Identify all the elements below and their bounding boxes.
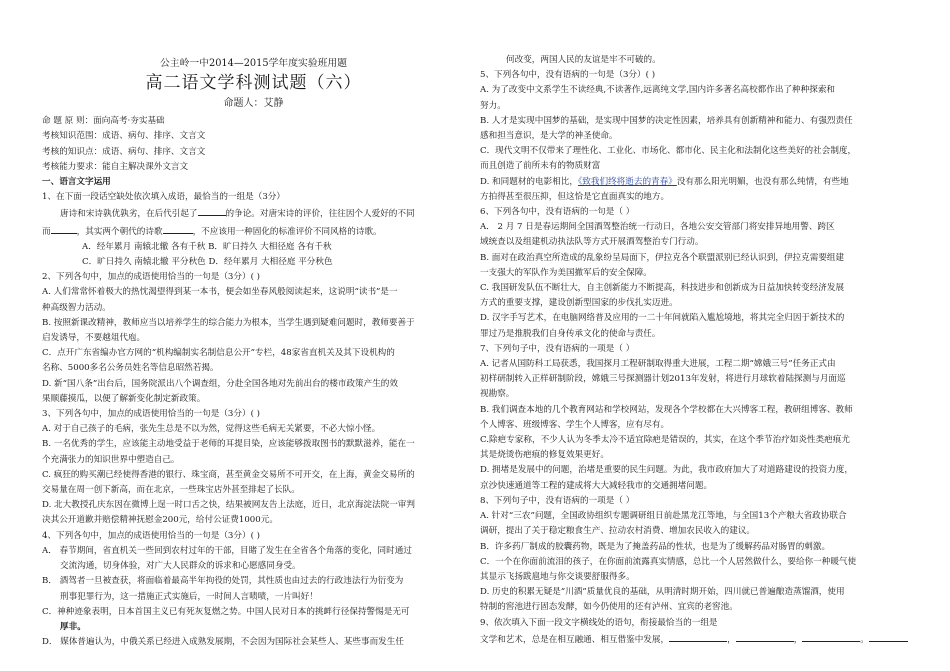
answer-blank[interactable]	[802, 631, 860, 642]
movie-title-link[interactable]: 《致我们终将逝去的青春》	[578, 176, 677, 187]
q7-option-a: A. 记者从国防科工局获悉，我国探月工程研制取得重大进展，工程二期“嫦娥三号”任务正式由	[480, 359, 836, 370]
q6-option-b: B. 面对在政治真空所造成的乱象纷呈局面下，伊拉克各个联盟派别已经认识到，伊拉克需要组建	[480, 252, 845, 263]
q5-option-b-cont: 感和担当意识，是大学的神圣使命。	[480, 131, 618, 142]
q1-text-line1: 唐诗和宋诗孰优孰劣，在后代引起了 的争论。对唐宋诗的评价，往往因个人爱好的不同	[42, 205, 465, 222]
q4-option-c-cont: 厚非。	[60, 621, 86, 632]
q4-option-a: A． 春节期间，省直机关一些回到农村过年的干部，目睹了发生在全省各个角落的变化，同时通过	[42, 545, 412, 556]
q7-option-b: B. 我们调查本地的几个教育网站和学校网站，发现各个学校都在大兴博客工程，教研组博客、教师	[480, 404, 853, 415]
q7-option-c-cont: 其是烧烫伤疤痕的修复效果更好。	[480, 450, 609, 461]
q8-option-a-cont: 调研，提出了关于稳定粮食生产、拉动农村消费、增加农民收入的建议。	[480, 526, 756, 537]
q4-option-c: C．神种迹象表明，日本首国主义已有死灰复燃之势。中国人民对日本的挑衅行径保持警惕是无可	[42, 606, 410, 617]
q7-option-c: C.除疤专家称，不少人认为冬季太冷不适宜除疤是错误的，其实，在这个季节治疗如炎性类疤痕尤	[480, 435, 850, 446]
q4-option-a-cont: 交流沟通，切身体验，对广大人民群众的诉求和心愿感同身受。	[60, 561, 301, 572]
q5-stem: 5、下列各句中，没有语病的一句是（3分）( )	[480, 70, 656, 81]
q6-option-d-cont: 罪过乃是推脱我们自身传承文化的使命与责任。	[480, 328, 661, 339]
meta-points: 考核的知识点：成语、病句、排序、文言文	[42, 146, 206, 157]
q6-option-b-cont: 一支强大的军队作为美国撤军后的安全保障。	[480, 267, 652, 278]
q7-option-d-cont: 京沙快速通道等工程的建成将大大减轻我市的交通拥堵问题。	[480, 480, 713, 491]
q8-stem: 8、下列句子中，没有语病的一项是（ ）	[480, 495, 635, 506]
q3-option-c: C. 疯狂的购买潮已经使得香港的银行、珠宝商，甚至黄金交易所不可开交，在上海，黄金交易所的	[42, 469, 415, 480]
q2-option-d: D. 新“国八条”出台后，国务院派出八个调查组，分赴全国各地对先前出台的楼市政策产生的效	[42, 378, 398, 389]
q4-option-d-cont: 何改变，两国人民的友谊是牢不可破的。	[506, 55, 661, 65]
q8-option-d: D. 历史的积累无疑是“川酒”质量优良的基础，从明清时期开始，四川就已普遍酿造蒸馏酒，使用	[480, 587, 845, 598]
q2-option-c-cont: 名称、5000多名公务员姓名等信息昭然若揭。	[42, 363, 219, 374]
q2-option-a: A. 人们常常怀着极大的热忱渴望得到某一本书，便会如坐春风般阅读起来，这说明“读书”是一	[42, 287, 398, 298]
q2-stem: 2、下列各句中，加点的成语使用恰当的一句是（3分）( )	[42, 272, 261, 283]
right-column	[480, 0, 908, 648]
q6-option-c: C. 我国研发队伍不断壮大，自主创新能力不断提高，科技进步和创新成为日益加快转变经济发展	[480, 283, 845, 294]
q7-option-b-cont: 个人博客、班级博客、学生个人博客，应有尽有。	[480, 419, 670, 430]
q2-option-b-cont: 启发诱导，不要越俎代庖。	[42, 333, 146, 344]
q4-option-d: D． 媒体普遍认为，中俄关系已经进入成熟发展期，不会因为国际社会某些人、某些事而发生任	[42, 637, 404, 648]
q9-stem: 9、依次填入下面一段文字横线处的语句，衔接最恰当的一组是	[480, 617, 718, 628]
q7-stem: 7、下列句子中，没有语病的一项是（ ）	[480, 343, 635, 354]
q5-option-a: A. 为了改变中文系学生不读经典,不读著作,远离纯文学,国内许多著名高校都作出了种种探索和	[480, 85, 836, 96]
q2-option-d-cont: 果顺藤摸瓜，以便了解新变化制定新政策。	[42, 393, 206, 404]
answer-blank[interactable]	[736, 631, 794, 642]
q9-text: 文学和艺术，总是在相互融通、相互借鉴中发展， ， ， 。	[480, 631, 908, 648]
q1-options-cd: C．旷日持久 南辕北辙 平分秋色 D．经年累月 大相径庭 平分秋色	[82, 257, 333, 268]
q7-option-a-cont2: 视勘察。	[480, 389, 515, 400]
q5-option-c-cont: 而且创造了前所未有的物质财富	[480, 161, 601, 172]
q7-option-a-cont: 初样研制转入正样研制阶段，嫦娥三号探测器计划2013年发射，将进行月球软着陆探测与月面巡	[480, 374, 846, 385]
author-line: 命题人：艾静	[223, 98, 284, 110]
q3-stem: 3、下列各句中，加点的成语使用恰当的一句是（3分）( )	[42, 409, 261, 420]
answer-blank[interactable]	[669, 631, 727, 642]
answer-blank[interactable]	[869, 631, 908, 642]
q5-option-b: B. 人才是实现中国梦的基础，是实现中国梦的决定性因素，培养具有创新精神和能力、有强烈责任	[480, 115, 853, 126]
q4-stem: 4、下列各句中，加点的成语使用恰当的一句是（3分）( )	[42, 530, 261, 541]
q6-stem: 6、下列各句中，没有语病的一句是（ ）	[480, 207, 635, 218]
q2-option-a-cont: 种高级智力活动。	[42, 302, 111, 313]
q4-option-b: B． 酒驾者一旦被查获，将面临着最高半年拘役的处罚，其性质也由过去的行政违法行为衍变为	[42, 576, 404, 587]
exam-title: 高二语文学科测试题（六）	[145, 73, 362, 94]
q5-option-d: D. 和同题材的电影相比，《致我们终将逝去的青春》没有那么阳光明媚，也没有那么纯情，有些地	[480, 176, 849, 187]
answer-blank[interactable]	[198, 205, 226, 216]
q1-stem: 1、在下面一段话空缺处依次填入成语，最恰当的一组是（3分）	[42, 192, 285, 203]
q5-option-c: C．现代文明不仅带来了理性化、工业化、市场化、都市化、民主化和法制化这些美好的社会制度，	[480, 146, 857, 157]
q6-option-a-cont: 域统查以及组建机动执法队等方式开展酒驾整治专门行动。	[480, 237, 704, 248]
q8-option-a: A. 针对“三农”问题，全国政协组织专题调研组日前赴黑龙江等地，与全国13个产粮大省政协联合	[480, 511, 847, 522]
answer-blank[interactable]	[51, 223, 77, 234]
q1-text-line2: 而 ，其实两个朝代的诗歌 ，不应该用一种固化的标准评价不同风格的诗歌。	[42, 223, 465, 240]
meta-principle: 命 题 原 则：面向高考·夯实基础	[42, 116, 165, 127]
q3-option-d: D. 北大教授孔庆东因在微博上逞一时口舌之快，结果被网友告上法庭，近日，北京海淀法院一审判	[42, 500, 415, 511]
q2-option-b: B. 按照新课改精神，教师应当以培养学生的综合能力为根本，当学生遇到疑难问题时，教师要善于	[42, 317, 415, 328]
school-header: 公主岭一中2014—2015学年度实验班用题	[159, 58, 348, 69]
answer-blank[interactable]	[163, 223, 193, 234]
q8-option-d-cont: 特制的窖池进行固态发酵，如今仍使用的还有泸州、宜宾的老窖池。	[480, 602, 738, 613]
q7-option-d: D. 拥堵是发展中的问题，治堵是重要的民生问题。为此，我市政府加大了对道路建设的投资力度，	[480, 465, 853, 476]
q5-option-a-cont: 努力。	[480, 100, 506, 111]
q8-option-b: B．许多药厂制成的胶囊药物，既是为了掩盖药品的性状，也是为了缓解药品对肠胃的刺激。	[480, 541, 831, 552]
q2-option-c: C．点开广东省编办官方网的“机构编制实名制信息公开”专栏，48家省直机关及其下设机构的	[42, 348, 395, 359]
section-heading: 一、语言文字运用	[42, 177, 111, 188]
left-column	[42, 0, 465, 650]
q8-option-c: C．一个在你面前流泪的孩子，在你面前流露真实情感，总比一个人居然做什么，要给你一种暖气使	[480, 556, 857, 567]
q6-option-a: A． 2 月 7 日是春运期间全国酒驾整治统一行动日，各地公安交管部门将安排异地用警、跨区	[480, 222, 835, 233]
meta-scope: 考核知识范围：成语、病句、排序、文言文	[42, 131, 206, 142]
q1-options-ab: A．经年累月 南辕北辙 各有千秋 B．旷日持久 大相径庭 各有千秋	[82, 241, 332, 252]
q3-option-c-cont: 交易量在周一创下新高，而在北京，一些珠宝店外甚至排起了长队。	[42, 485, 300, 496]
q3-option-b: B. 一名优秀的学生，应该能主动地受益于老师的耳提目染，应该能够拨取图书的默默滋养，能在一	[42, 439, 415, 450]
q8-option-c-cont: 其显示飞扬跋扈地与你交谈要舒服得多。	[480, 571, 635, 582]
q4-option-b-cont: 刑事犯罪行为，这一措施正式实施后，一时间人言啧啧，一片叫好！	[60, 591, 318, 602]
q6-option-c-cont: 方式的重要支撑，建设创新型国家的步伐扎实迈进。	[480, 298, 678, 309]
meta-ability: 考核能力要求：能自主解决课外文言文	[42, 161, 189, 172]
q5-option-d-cont: 方拍得甚至很压抑，但这恰是它直面真实的地方。	[480, 191, 670, 202]
q3-option-a: A. 对于自己孩子的毛病，张先生总是不以为然，觉得这些毛病无关紧要，不必大惊小怪。	[42, 424, 381, 435]
q6-option-d: D. 汉字手写艺术，在电脑网络普及应用的一二十年间就陷入尴尬境地，将其完全归因于新技术的	[480, 313, 845, 324]
q3-option-d-cont: 决其公开道歉并赔偿精神抚慰金200元，给付公证费1000元。	[42, 515, 278, 526]
q3-option-b-cont: 个充满张力的知识世界中塑造自己。	[42, 454, 180, 465]
